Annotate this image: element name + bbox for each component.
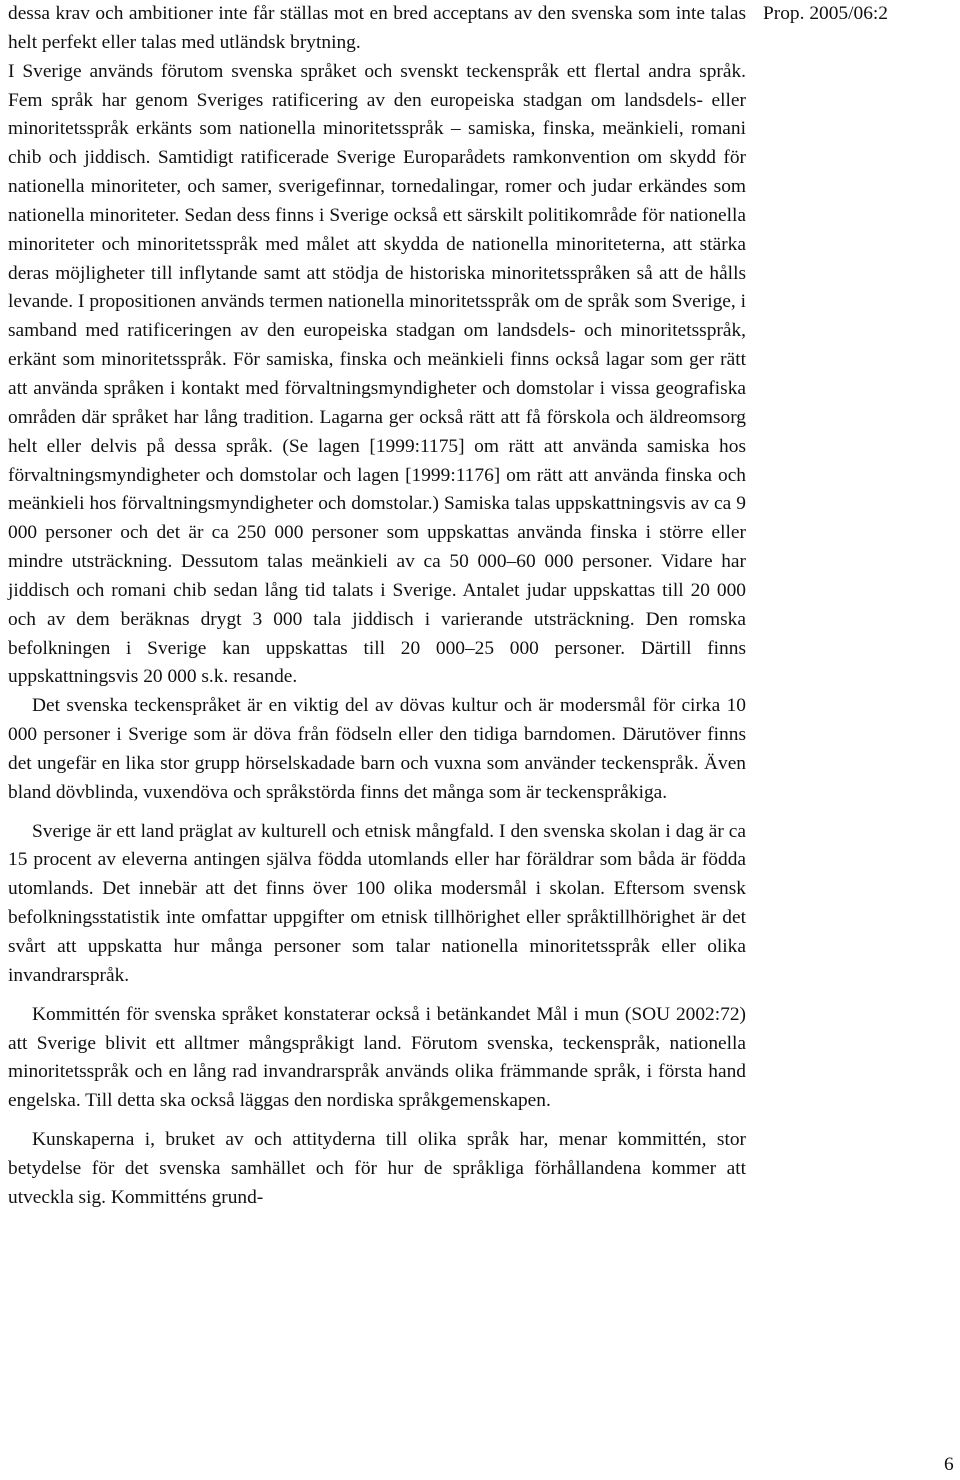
paragraph-sign-language: Det svenska teckenspråket är en viktig del av dövas kultur och är modersmål för cirka 10 000 personer i Sverige som är döva från födseln eller den tidiga barndomen. Därutöver finns det ungefär en lika stor grupp hörselskadade barn och vuxna som använder teckenspråk. Även bland dövblinda, vuxendöva och språkstörda finns det många som är teckenspråkiga. [8, 695, 746, 803]
running-head: Prop. 2005/06:2 [763, 3, 888, 24]
paragraph-knowledge: Kunskaperna i, bruket av och attityderna till olika språk har, menar kommittén, stor betydelse för det svenska samhället och för hur de språkliga förhållandena kommer att utveckla sig. Kommitténs grund- [8, 1129, 746, 1208]
paragraph-minority-languages: I Sverige används förutom svenska språket och svenskt teckenspråk ett flertal andra språk. Fem språk har genom Sveriges ratificering av den europeiska stadgan om landsdels- eller minoritetsspråk erkänts som nationella minoritetsspråk – samiska, finska, meänkieli, romani chib och jiddisch. Samtidigt ratificerade Sverige Europarådets ramkonvention om skydd för nationella minoriteter, och samer, sverigefinnar, tornedalingar, romer och judar erkändes som nationella minoriteter. Sedan dess finns i Sverige också ett särskilt politikområde för nationella minoriteter och minoritetsspråk med målet att skydda de nationella minoriteterna, att stärka deras möjligheter till inflytande samt att stödja de historiska minoritetsspråken så att de hålls levande. I propositionen används termen nationella minoritetsspråk om de språk som Sverige, i samband med ratificeringen av den europeiska stadgan om landsdels- och minoritetsspråk, erkänt som minoritetsspråk. För samiska, finska och meänkieli finns också lagar som ger rätt att använda språken i kontakt med förvaltningsmyndigheter och domstolar i vissa geografiska områden där språket har lång tradition. Lagarna ger också rätt att få förskola och äldreomsorg helt eller delvis på dessa språk. (Se lagen [1999:1175] om rätt att använda samiska hos förvaltningsmyndigheter och domstolar och lagen [1999:1176] om rätt att använda finska och meänkieli hos förvaltningsmyndigheter och domstolar.) Samiska talas uppskattningsvis av ca 9 000 personer och det är ca 250 000 personer som uppskattas använda finska i större eller mindre utsträckning. Dessutom talas meänkieli av ca 50 000–60 000 personer. Vidare har jiddisch och romani chib sedan lång tid talats i Sverige. Antalet judar uppskattas till 20 000 och av dem beräknas drygt 3 000 tala jiddisch i varierande utsträckning. Den romska befolkningen i Sverige kan uppskattas till 20 000–25 000 personer. Därtill finns uppskattningsvis 20 000 s.k. resande. [8, 60, 746, 688]
page-number: 6 [944, 1454, 954, 1475]
paragraph-committee: Kommittén för svenska språket konstaterar också i betänkandet Mål i mun (SOU 2002:72) att Sverige blivit ett alltmer mångspråkigt land. Förutom svenska, teckenspråk, nationella minoritetsspråk och en lång rad invandrarspråk används olika främmande språk, i första hand engelska. Till detta ska också läggas den nordiska språkgemenskapen. [8, 1003, 746, 1112]
paragraph-diversity: Sverige är ett land präglat av kulturell och etnisk mångfald. I den svenska skolan i dag är ca 15 procent av eleverna antingen själva födda utomlands eller har föräldrar som båda är födda utomlands. Det innebär att det finns över 100 olika modersmål i skolan. Eftersom svensk befolkningsstatistik inte omfattar uppgifter om etnisk tillhörighet eller språktillhörighet är det svårt att uppskatta hur många personer som talar nationella minoritetsspråk eller olika invandrarspråk. [8, 820, 746, 986]
paragraph-continued: dessa krav och ambitioner inte får ställas mot en bred acceptans av den svenska som inte talas helt perfekt eller talas med utländsk brytning. [8, 3, 746, 53]
body-text [8, 0, 746, 1213]
